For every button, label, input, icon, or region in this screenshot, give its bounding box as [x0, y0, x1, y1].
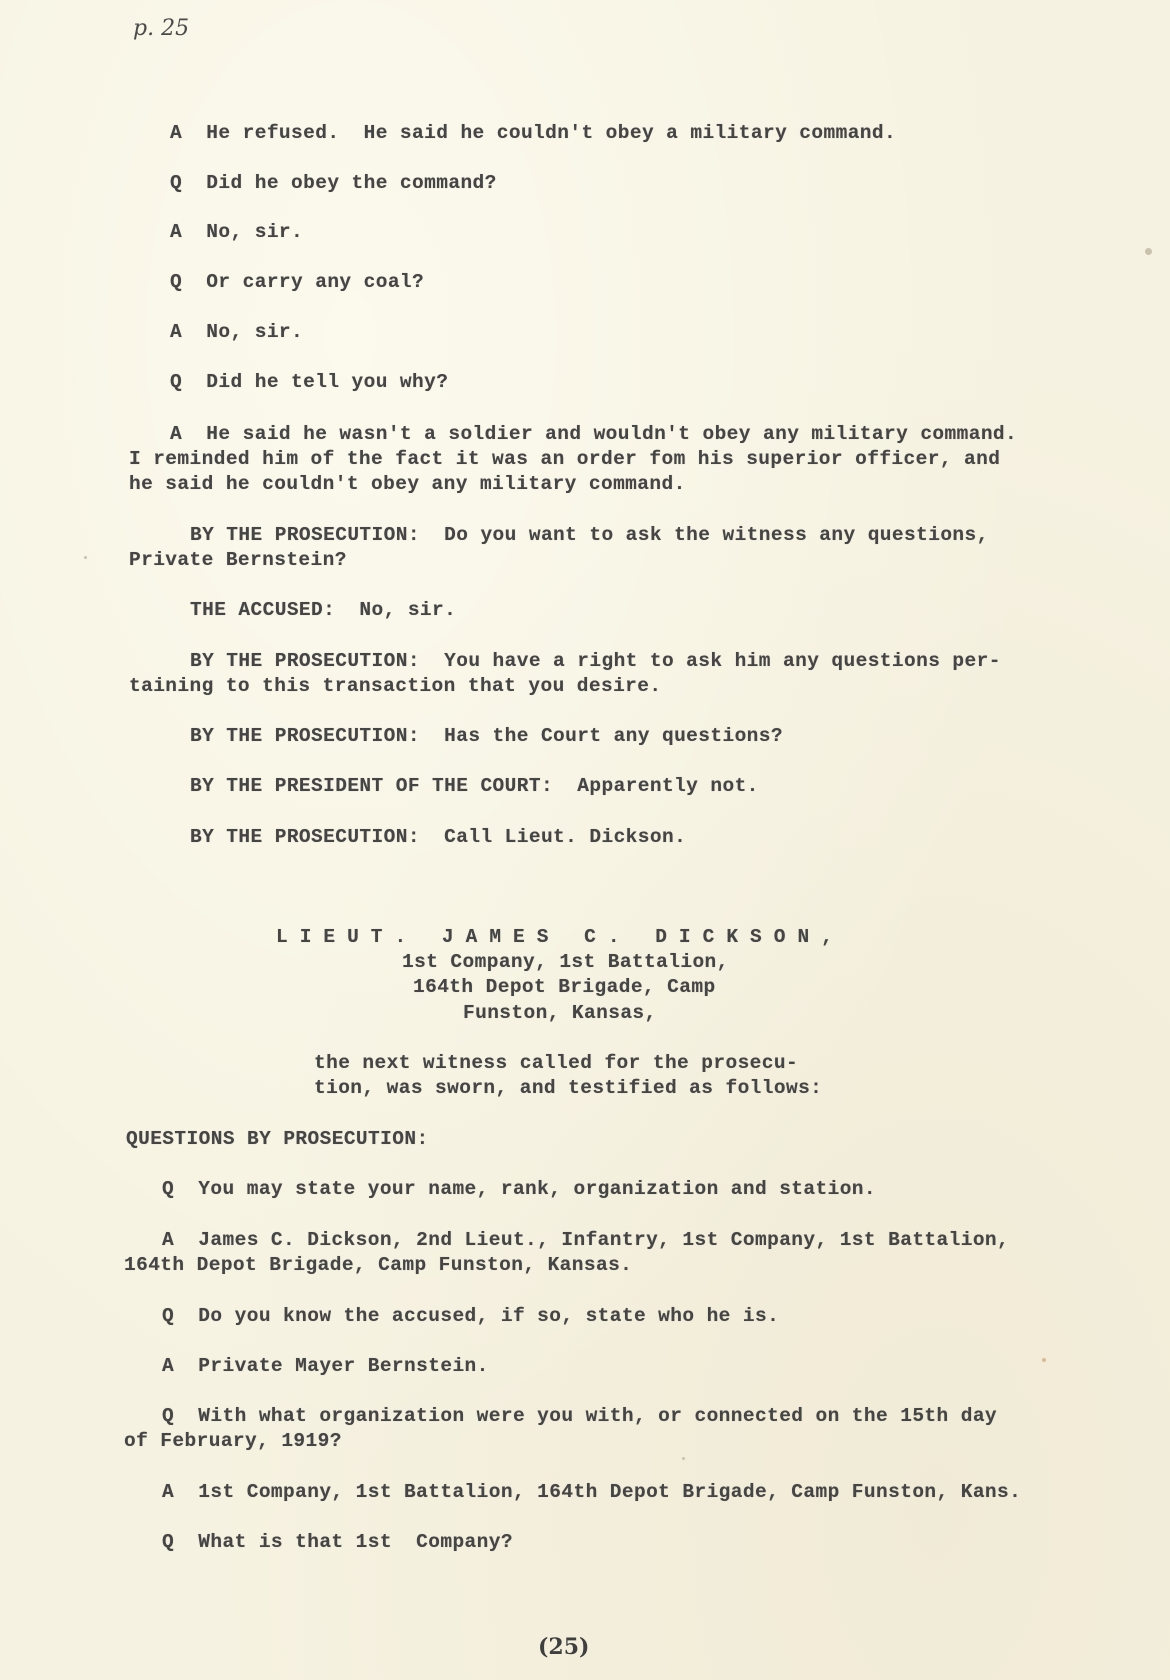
witness-unit: Funston, Kansas, — [463, 1002, 657, 1024]
question-line: Q With what organization were you with, or connected on the 15th day — [162, 1405, 998, 1427]
question-line: Q Did he tell you why? — [170, 371, 449, 393]
answer-line: he said he couldn't obey any military command. — [129, 473, 686, 495]
colloquy-line: taining to this transaction that you desire. — [129, 675, 662, 697]
colloquy-line: BY THE PROSECUTION: Do you want to ask the witness any questions, — [190, 524, 989, 546]
colloquy-line: THE ACCUSED: No, sir. — [190, 599, 457, 621]
witness-unit: 1st Company, 1st Battalion, — [402, 951, 729, 973]
witness-description: the next witness called for the prosecu- — [314, 1052, 799, 1074]
answer-line: 164th Depot Brigade, Camp Funston, Kansas. — [124, 1254, 633, 1276]
answer-line: A James C. Dickson, 2nd Lieut., Infantry, 1st Company, 1st Battalion, — [162, 1229, 1010, 1251]
colloquy-line: BY THE PRESIDENT OF THE COURT: Apparently not. — [190, 775, 759, 797]
question-line: Q Did he obey the command? — [170, 172, 497, 194]
paper-speck — [1042, 1358, 1046, 1362]
colloquy-line: BY THE PROSECUTION: Call Lieut. Dickson. — [190, 826, 687, 848]
question-line: Q Or carry any coal? — [170, 271, 425, 293]
answer-line: A No, sir. — [170, 321, 304, 343]
answer-line: A Private Mayer Bernstein. — [162, 1355, 489, 1377]
paper-speck — [1145, 248, 1152, 255]
colloquy-line: Private Bernstein? — [129, 549, 347, 571]
witness-description: tion, was sworn, and testified as follows: — [314, 1077, 823, 1099]
answer-line: A 1st Company, 1st Battalion, 164th Depot Brigade, Camp Funston, Kans. — [162, 1481, 1022, 1503]
answer-line: A He refused. He said he couldn't obey a military command. — [170, 122, 897, 144]
page-number: (25) — [538, 1634, 590, 1660]
page-mark: p. 25 — [133, 16, 190, 41]
paper-speck — [84, 556, 87, 559]
answer-line: A No, sir. — [170, 221, 304, 243]
paper-speck — [682, 1457, 685, 1460]
colloquy-line: BY THE PROSECUTION: You have a right to ask him any questions per- — [190, 650, 1001, 672]
question-line: Q What is that 1st Company? — [162, 1531, 513, 1553]
section-heading: QUESTIONS BY PROSECUTION: — [126, 1128, 429, 1150]
answer-line: I reminded him of the fact it was an order fom his superior officer, and — [129, 448, 1001, 470]
witness-unit: 164th Depot Brigade, Camp — [413, 976, 716, 998]
witness-name: LIEUT. JAMES C. DICKSON, — [276, 926, 845, 948]
colloquy-line: BY THE PROSECUTION: Has the Court any questions? — [190, 725, 783, 747]
question-line: Q You may state your name, rank, organization and station. — [162, 1178, 877, 1200]
answer-line: A He said he wasn't a soldier and wouldn't obey any military command. — [170, 423, 1018, 445]
question-line: of February, 1919? — [124, 1430, 342, 1452]
question-line: Q Do you know the accused, if so, state who he is. — [162, 1305, 780, 1327]
